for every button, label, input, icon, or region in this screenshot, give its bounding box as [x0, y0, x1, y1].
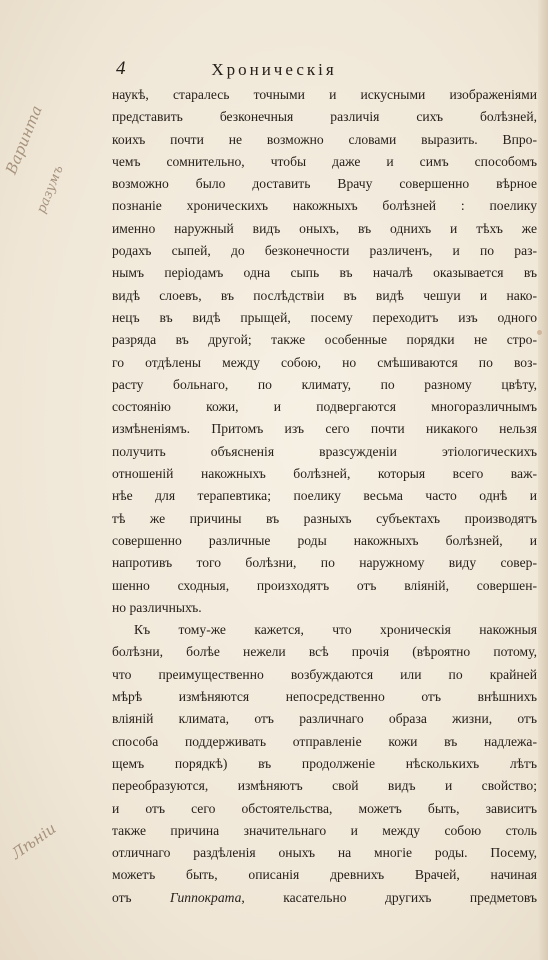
text-line: го отдѣлены между собою, но смѣшиваются по воз- [112, 354, 537, 370]
paragraph [112, 84, 537, 619]
text-line: нецъ въ видѣ прыщей, посему переходитъ изъ одного [112, 309, 537, 325]
text-line: представить безконечныя различія сихъ болѣзней, [112, 109, 537, 125]
text-line: возможно было доставить Врачу совершенно вѣрное [112, 176, 537, 192]
text-line: Къ тому-же кажется, что хроническія накожныя [134, 622, 537, 638]
text-line: измѣненіямъ. Притомъ изъ сего почти никакого нельзя [112, 421, 537, 437]
text-line: напротивъ того болѣзни, по наружному виду совер- [112, 555, 537, 571]
text-line: совершенно различные роды накожныхъ болѣзней, и [112, 532, 537, 548]
text-line: получить объясненія вразсужденіи этіологическихъ [112, 443, 537, 459]
text-line: щемъ порядкѣ) въ продолженіе нѣсколькихъ лѣтъ [112, 755, 537, 771]
ink-smudge [537, 330, 542, 335]
text-line: шенно сходныя, произходятъ отъ вліяній, совершен- [112, 577, 537, 593]
page-edge [538, 0, 548, 960]
author-name: Гиппократа [170, 889, 242, 905]
text-line: разряда въ другой; также особенные порядки не стро- [112, 332, 537, 348]
handwritten-margin-note: Варинта [2, 102, 46, 177]
text-line [112, 887, 537, 909]
text-line: болѣзни, болѣе нежели всѣ прочія (вѣроятно потому, [112, 644, 537, 660]
text-line: и отъ сего обстоятельства, можетъ быть, зависитъ [112, 800, 537, 816]
text-line: родахъ сыпей, до безконечности различенъ, и по раз- [112, 243, 537, 259]
page-header [0, 58, 548, 82]
text-line: тѣ же причины въ разныхъ субъектахъ производятъ [112, 510, 537, 526]
text-line: видѣ слоевъ, въ послѣдствіи въ видѣ чешуи и нако- [112, 287, 537, 303]
text-line: состоянію кожи, и подвергаются многоразличнымъ [112, 399, 537, 415]
page-number: 4 [116, 58, 126, 79]
text-line: переобразуются, измѣняютъ свой видъ и свойство; [112, 778, 537, 794]
paragraph [112, 619, 537, 909]
text-line: но различныхъ. [112, 599, 202, 615]
handwritten-margin-note: Лѣніи [8, 819, 60, 863]
text-line: расту больнаго, по климату, по разному цвѣту, [112, 376, 537, 392]
body-text [112, 84, 537, 909]
text-line: наукѣ, старалесь точными и искусными изображеніями [112, 87, 537, 102]
handwritten-margin-note: разумъ [34, 163, 67, 216]
text-line: вліяній климата, отъ различнаго образа жизни, отъ [112, 711, 537, 727]
text-line: отношеній накожныхъ болѣзней, которыя всего важ- [112, 466, 537, 482]
text-line: способа поддерживать отправленіе кожи въ надлежа- [112, 733, 537, 749]
text-line: познаніе хроническихъ накожныхъ болѣзней : поелику [112, 198, 537, 214]
text-line: чемъ сомнительно, чтобы даже и симъ способомъ [112, 153, 537, 169]
text-line: отличнаго раздѣленія оныхъ на многіе роды. Посему, [112, 845, 537, 861]
text-line: что преимущественно возбуждаются или по крайней [112, 666, 537, 682]
text-line: также причина значительнаго и между собою столь [112, 822, 537, 838]
text-line: нымъ періодамъ одна сыпь въ началѣ оказывается въ [112, 265, 537, 281]
text-line: нѣе для терапевтика; поелику весьма часто однѣ и [112, 488, 537, 504]
text-line: именно наружный видъ оныхъ, въ однихъ и тѣхъ же [112, 220, 537, 236]
text-line: можетъ быть, описанія древнихъ Врачей, начиная [112, 867, 537, 883]
text-line: коихъ почти не возможно словами выразить. Впро- [112, 131, 537, 147]
text-fragment: , касательно другихъ предметовъ [241, 889, 537, 905]
text-line: мѣрѣ измѣняются непосредственно отъ внѣшнихъ [112, 689, 537, 705]
text-fragment: отъ [112, 889, 170, 905]
running-title: Хроническія [211, 60, 337, 79]
